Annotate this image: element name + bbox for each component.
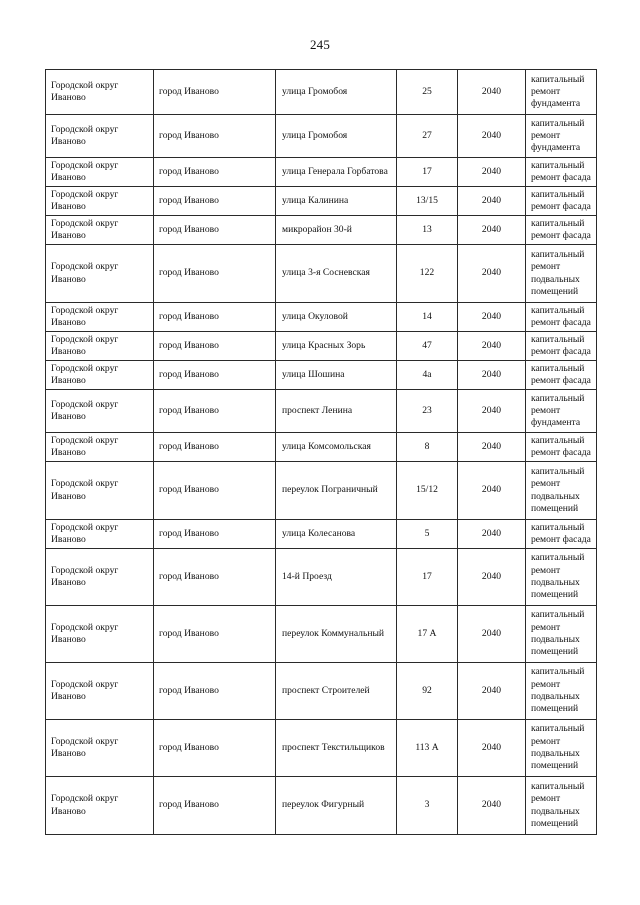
house-cell: 15/12 — [397, 462, 458, 520]
city-cell: город Иваново — [154, 332, 276, 361]
okrug-cell: Городской округ Иваново — [46, 245, 154, 303]
street-cell: улица Комсомольская — [276, 433, 397, 462]
table-row — [46, 187, 597, 216]
street-cell: улица Калинина — [276, 187, 397, 216]
city-cell: город Иваново — [154, 549, 276, 606]
year-cell: 2040 — [458, 520, 526, 549]
street-cell: улица Громобоя — [276, 70, 397, 115]
house-cell: 13/15 — [397, 187, 458, 216]
year-cell: 2040 — [458, 433, 526, 462]
year-cell: 2040 — [458, 70, 526, 115]
city-cell: город Иваново — [154, 520, 276, 549]
city-cell: город Иваново — [154, 115, 276, 158]
city-cell: город Иваново — [154, 462, 276, 520]
street-cell: проспект Текстильщиков — [276, 720, 397, 777]
street-cell: проспект Ленина — [276, 390, 397, 433]
okrug-cell: Городской округ Иваново — [46, 462, 154, 520]
street-cell: переулок Коммунальный — [276, 606, 397, 663]
year-cell: 2040 — [458, 390, 526, 433]
year-cell: 2040 — [458, 216, 526, 245]
city-cell: город Иваново — [154, 390, 276, 433]
work-type-cell: капитальный ремонт подвальных помещений — [526, 549, 597, 606]
house-cell: 122 — [397, 245, 458, 303]
city-cell: город Иваново — [154, 361, 276, 390]
house-cell: 13 — [397, 216, 458, 245]
table-row — [46, 520, 597, 549]
street-cell: улица Колесанова — [276, 520, 397, 549]
work-type-cell: капитальный ремонт подвальных помещений — [526, 606, 597, 663]
okrug-cell: Городской округ Иваново — [46, 303, 154, 332]
year-cell: 2040 — [458, 663, 526, 720]
okrug-cell: Городской округ Иваново — [46, 663, 154, 720]
year-cell: 2040 — [458, 115, 526, 158]
okrug-cell: Городской округ Иваново — [46, 332, 154, 361]
table-row — [46, 361, 597, 390]
table-row — [46, 216, 597, 245]
okrug-cell: Городской округ Иваново — [46, 549, 154, 606]
work-type-cell: капитальный ремонт фундамента — [526, 70, 597, 115]
city-cell: город Иваново — [154, 303, 276, 332]
year-cell: 2040 — [458, 187, 526, 216]
work-type-cell: капитальный ремонт фундамента — [526, 390, 597, 433]
work-type-cell: капитальный ремонт фасада — [526, 216, 597, 245]
house-cell: 5 — [397, 520, 458, 549]
year-cell: 2040 — [458, 777, 526, 835]
okrug-cell: Городской округ Иваново — [46, 158, 154, 187]
street-cell: переулок Пограничный — [276, 462, 397, 520]
work-type-cell: капитальный ремонт фасада — [526, 158, 597, 187]
okrug-cell: Городской округ Иваново — [46, 777, 154, 835]
work-type-cell: капитальный ремонт подвальных помещений — [526, 777, 597, 835]
okrug-cell: Городской округ Иваново — [46, 520, 154, 549]
street-cell: 14-й Проезд — [276, 549, 397, 606]
work-type-cell: капитальный ремонт фасада — [526, 520, 597, 549]
table-row — [46, 390, 597, 433]
work-type-cell: капитальный ремонт подвальных помещений — [526, 462, 597, 520]
table-row — [46, 70, 597, 115]
okrug-cell: Городской округ Иваново — [46, 606, 154, 663]
city-cell: город Иваново — [154, 216, 276, 245]
table-row — [46, 549, 597, 606]
house-cell: 23 — [397, 390, 458, 433]
okrug-cell: Городской округ Иваново — [46, 115, 154, 158]
city-cell: город Иваново — [154, 720, 276, 777]
city-cell: город Иваново — [154, 245, 276, 303]
street-cell: проспект Строителей — [276, 663, 397, 720]
street-cell: улица Генерала Горбатова — [276, 158, 397, 187]
street-cell: улица Красных Зорь — [276, 332, 397, 361]
house-cell: 17 А — [397, 606, 458, 663]
okrug-cell: Городской округ Иваново — [46, 390, 154, 433]
table-row — [46, 663, 597, 720]
table-row — [46, 332, 597, 361]
work-type-cell: капитальный ремонт подвальных помещений — [526, 663, 597, 720]
house-cell: 27 — [397, 115, 458, 158]
okrug-cell: Городской округ Иваново — [46, 187, 154, 216]
work-type-cell: капитальный ремонт фасада — [526, 433, 597, 462]
work-type-cell: капитальный ремонт фасада — [526, 303, 597, 332]
work-type-cell: капитальный ремонт подвальных помещений — [526, 720, 597, 777]
street-cell: улица Громобоя — [276, 115, 397, 158]
work-type-cell: капитальный ремонт фасада — [526, 332, 597, 361]
table-row — [46, 158, 597, 187]
table-row — [46, 433, 597, 462]
street-cell: переулок Фигурный — [276, 777, 397, 835]
table-row — [46, 115, 597, 158]
house-cell: 17 — [397, 158, 458, 187]
city-cell: город Иваново — [154, 187, 276, 216]
year-cell: 2040 — [458, 361, 526, 390]
city-cell: город Иваново — [154, 606, 276, 663]
house-cell: 14 — [397, 303, 458, 332]
city-cell: город Иваново — [154, 433, 276, 462]
table-row — [46, 462, 597, 520]
okrug-cell: Городской округ Иваново — [46, 361, 154, 390]
table-row — [46, 777, 597, 835]
okrug-cell: Городской округ Иваново — [46, 216, 154, 245]
okrug-cell: Городской округ Иваново — [46, 433, 154, 462]
house-cell: 17 — [397, 549, 458, 606]
table-row — [46, 245, 597, 303]
house-cell: 4а — [397, 361, 458, 390]
table-row — [46, 720, 597, 777]
year-cell: 2040 — [458, 303, 526, 332]
year-cell: 2040 — [458, 332, 526, 361]
year-cell: 2040 — [458, 245, 526, 303]
house-cell: 25 — [397, 70, 458, 115]
house-cell: 92 — [397, 663, 458, 720]
street-cell: микрорайон 30-й — [276, 216, 397, 245]
year-cell: 2040 — [458, 462, 526, 520]
table-row — [46, 303, 597, 332]
okrug-cell: Городской округ Иваново — [46, 720, 154, 777]
year-cell: 2040 — [458, 720, 526, 777]
city-cell: город Иваново — [154, 158, 276, 187]
year-cell: 2040 — [458, 606, 526, 663]
street-cell: улица Окуловой — [276, 303, 397, 332]
street-cell: улица Шошина — [276, 361, 397, 390]
page-number: 245 — [309, 37, 331, 52]
year-cell: 2040 — [458, 158, 526, 187]
okrug-cell: Городской округ Иваново — [46, 70, 154, 115]
street-cell: улица 3-я Сосневская — [276, 245, 397, 303]
house-cell: 8 — [397, 433, 458, 462]
work-type-cell: капитальный ремонт фасада — [526, 187, 597, 216]
city-cell: город Иваново — [154, 663, 276, 720]
year-cell: 2040 — [458, 549, 526, 606]
work-type-cell: капитальный ремонт подвальных помещений — [526, 245, 597, 303]
house-cell: 47 — [397, 332, 458, 361]
work-type-cell: капитальный ремонт фундамента — [526, 115, 597, 158]
house-cell: 3 — [397, 777, 458, 835]
house-cell: 113 А — [397, 720, 458, 777]
repair-registry-table — [45, 69, 597, 835]
city-cell: город Иваново — [154, 777, 276, 835]
work-type-cell: капитальный ремонт фасада — [526, 361, 597, 390]
city-cell: город Иваново — [154, 70, 276, 115]
table-row — [46, 606, 597, 663]
